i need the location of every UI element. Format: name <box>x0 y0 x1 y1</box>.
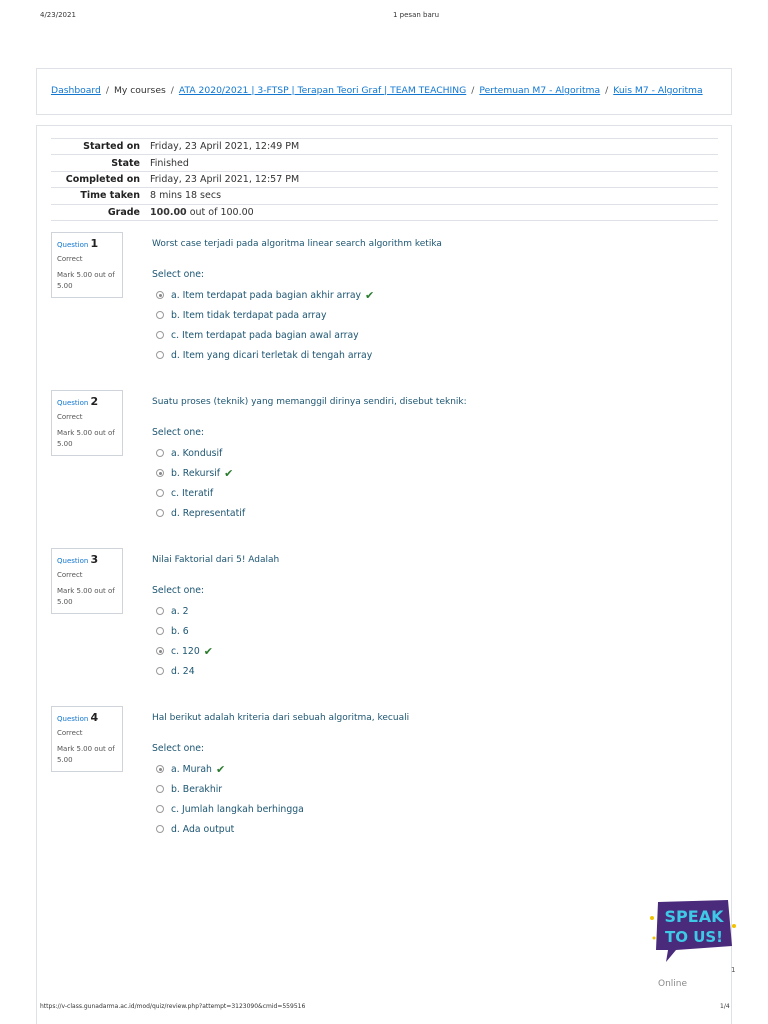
summary-value: Friday, 23 April 2021, 12:49 PM <box>150 141 300 153</box>
question-content <box>152 390 712 523</box>
summary-row-completed <box>51 171 718 187</box>
question-label: Question <box>57 557 89 565</box>
breadcrumb-my-courses[interactable]: My courses <box>113 85 166 96</box>
radio-icon[interactable] <box>156 607 164 615</box>
answer-option[interactable] <box>152 641 712 661</box>
question-state: Correct <box>57 413 83 421</box>
question-text: Worst case terjadi pada algoritma linear search algorithm ketika <box>152 239 442 249</box>
question-mark: Mark 5.00 out of 5.00 <box>57 587 115 606</box>
option-text: c. Iteratif <box>171 487 214 499</box>
speak-to-us-badge[interactable] <box>648 898 736 964</box>
print-url: https://v-class.gunadarma.ac.id/mod/quiz/review.php?attempt=3123090&cmid=559516 <box>40 1003 306 1010</box>
select-one-prompt: Select one: <box>152 585 205 596</box>
radio-icon[interactable] <box>156 449 164 457</box>
radio-icon[interactable] <box>156 489 164 497</box>
radio-selected-icon[interactable] <box>156 291 164 299</box>
option-text: a. Murah <box>171 763 212 775</box>
badge-dot <box>653 937 656 940</box>
option-text: a. Item terdapat pada bagian akhir array <box>171 289 362 301</box>
answer-option[interactable] <box>152 779 712 799</box>
option-text: a. 2 <box>171 605 189 617</box>
breadcrumb-quiz[interactable]: Kuis M7 - Algoritma <box>613 85 703 96</box>
answer-option[interactable] <box>152 325 712 345</box>
answer-option[interactable] <box>152 503 712 523</box>
radio-selected-icon[interactable] <box>156 469 164 477</box>
option-text: a. Kondusif <box>171 447 223 459</box>
question-number-value: 3 <box>90 553 99 566</box>
radio-icon[interactable] <box>156 825 164 833</box>
summary-label: Started on <box>83 141 140 153</box>
question-info <box>51 706 123 772</box>
select-one-prompt: Select one: <box>152 427 205 438</box>
option-text: b. Item tidak terdapat pada array <box>171 309 327 321</box>
badge-line-1: SPEAK <box>664 907 724 926</box>
grade-suffix: out of 100.00 <box>189 206 254 218</box>
checkmark-icon: ✔ <box>203 644 213 658</box>
question-text: Hal berikut adalah kriteria dari sebuah algoritma, kecuali <box>152 713 410 723</box>
question-state: Correct <box>57 255 83 263</box>
answer-option[interactable] <box>152 601 712 621</box>
radio-selected-icon[interactable] <box>156 765 164 773</box>
option-text: c. Item terdapat pada bagian awal array <box>171 329 359 341</box>
side-page-number: 1 <box>731 966 736 974</box>
answer-option[interactable] <box>152 799 712 819</box>
summary-row-state <box>51 155 718 171</box>
question-text: Suatu proses (teknik) yang memanggil dirinya sendiri, disebut teknik: <box>152 397 467 407</box>
badge-line-2: TO US! <box>664 928 724 946</box>
radio-icon[interactable] <box>156 351 164 359</box>
summary-row-time <box>51 188 718 204</box>
radio-selected-icon[interactable] <box>156 647 164 655</box>
question-info <box>51 390 123 456</box>
question-label: Question <box>57 241 89 249</box>
checkmark-icon: ✔ <box>215 762 226 776</box>
radio-icon[interactable] <box>156 667 164 675</box>
breadcrumb-separator: / <box>170 85 174 96</box>
answer-options <box>152 759 712 839</box>
question-mark: Mark 5.00 out of 5.00 <box>57 745 115 764</box>
summary-value: Finished <box>150 157 189 169</box>
select-one-prompt: Select one: <box>152 269 205 280</box>
breadcrumb-course[interactable]: ATA 2020/2021 | 3-FTSP | Terapan Teori Graf | TEAM TEACHING <box>178 85 467 96</box>
question-number <box>57 553 117 566</box>
breadcrumb-separator: / <box>471 85 475 96</box>
question-number <box>57 237 117 250</box>
radio-icon[interactable] <box>156 785 164 793</box>
checkmark-icon: ✔ <box>224 466 234 480</box>
select-one-prompt: Select one: <box>152 743 205 754</box>
option-text: c. Jumlah langkah berhingga <box>171 803 304 815</box>
answer-options <box>152 285 712 365</box>
summary-label: Grade <box>107 206 140 218</box>
attempt-summary-table <box>51 138 718 221</box>
option-text: b. 6 <box>171 625 189 637</box>
question-label: Question <box>57 399 89 407</box>
answer-option[interactable] <box>152 463 712 483</box>
question-mark: Mark 5.00 out of 5.00 <box>57 429 115 448</box>
breadcrumb-separator: / <box>605 85 609 96</box>
print-date: 4/23/2021 <box>40 11 76 19</box>
answer-option[interactable] <box>152 759 712 779</box>
breadcrumb <box>36 68 732 115</box>
radio-icon[interactable] <box>156 331 164 339</box>
question-state: Correct <box>57 729 83 737</box>
breadcrumb-section[interactable]: Pertemuan M7 - Algoritma <box>479 85 601 96</box>
question-mark: Mark 5.00 out of 5.00 <box>57 271 115 290</box>
radio-icon[interactable] <box>156 627 164 635</box>
option-text: d. Item yang dicari terletak di tengah array <box>171 349 373 361</box>
summary-value: 8 mins 18 secs <box>150 190 222 202</box>
grade-value: 100.00 <box>150 206 187 218</box>
summary-label: State <box>111 157 140 169</box>
radio-icon[interactable] <box>156 805 164 813</box>
quiz-review-region <box>36 125 732 1024</box>
answer-option[interactable] <box>152 483 712 503</box>
question-label: Question <box>57 715 89 723</box>
question-info <box>51 232 123 298</box>
question-number-value: 1 <box>90 237 99 250</box>
option-text: b. Rekursif <box>171 467 221 479</box>
answer-option[interactable] <box>152 661 712 681</box>
question-content <box>152 548 712 681</box>
question-number-value: 2 <box>90 395 99 408</box>
question-number <box>57 711 117 724</box>
breadcrumb-separator: / <box>105 85 109 96</box>
question-state: Correct <box>57 571 83 579</box>
checkmark-icon: ✔ <box>365 288 375 302</box>
question-number <box>57 395 117 408</box>
summary-row-started <box>51 139 718 155</box>
answer-option[interactable] <box>152 305 712 325</box>
summary-row-grade <box>51 204 718 220</box>
question-number-value: 4 <box>90 711 99 724</box>
option-text: d. Ada output <box>171 823 235 835</box>
summary-value: Friday, 23 April 2021, 12:57 PM <box>150 173 300 185</box>
question-info <box>51 548 123 614</box>
summary-label: Completed on <box>65 173 140 185</box>
summary-label: Time taken <box>80 190 140 202</box>
badge-dot <box>732 924 736 928</box>
question-content <box>152 706 712 839</box>
print-page-number: 1/4 <box>720 1003 730 1010</box>
answer-option[interactable] <box>152 621 712 641</box>
answer-option[interactable] <box>152 285 712 305</box>
answer-options <box>152 601 712 681</box>
answer-options <box>152 443 712 523</box>
option-text: b. Berakhir <box>171 783 223 795</box>
radio-icon[interactable] <box>156 509 164 517</box>
online-status: Online <box>658 979 688 989</box>
question-text: Nilai Faktorial dari 5! Adalah <box>152 555 280 565</box>
option-text: d. Representatif <box>171 507 246 519</box>
print-message: 1 pesan baru <box>393 11 440 19</box>
breadcrumb-dashboard[interactable]: Dashboard <box>51 85 101 96</box>
option-text: c. 120 <box>171 645 200 657</box>
badge-dot <box>650 916 654 920</box>
answer-option[interactable] <box>152 819 712 839</box>
option-text: d. 24 <box>171 665 195 677</box>
radio-icon[interactable] <box>156 311 164 319</box>
answer-option[interactable] <box>152 345 712 365</box>
summary-value <box>150 204 718 220</box>
answer-option[interactable] <box>152 443 712 463</box>
question-content <box>152 232 712 365</box>
